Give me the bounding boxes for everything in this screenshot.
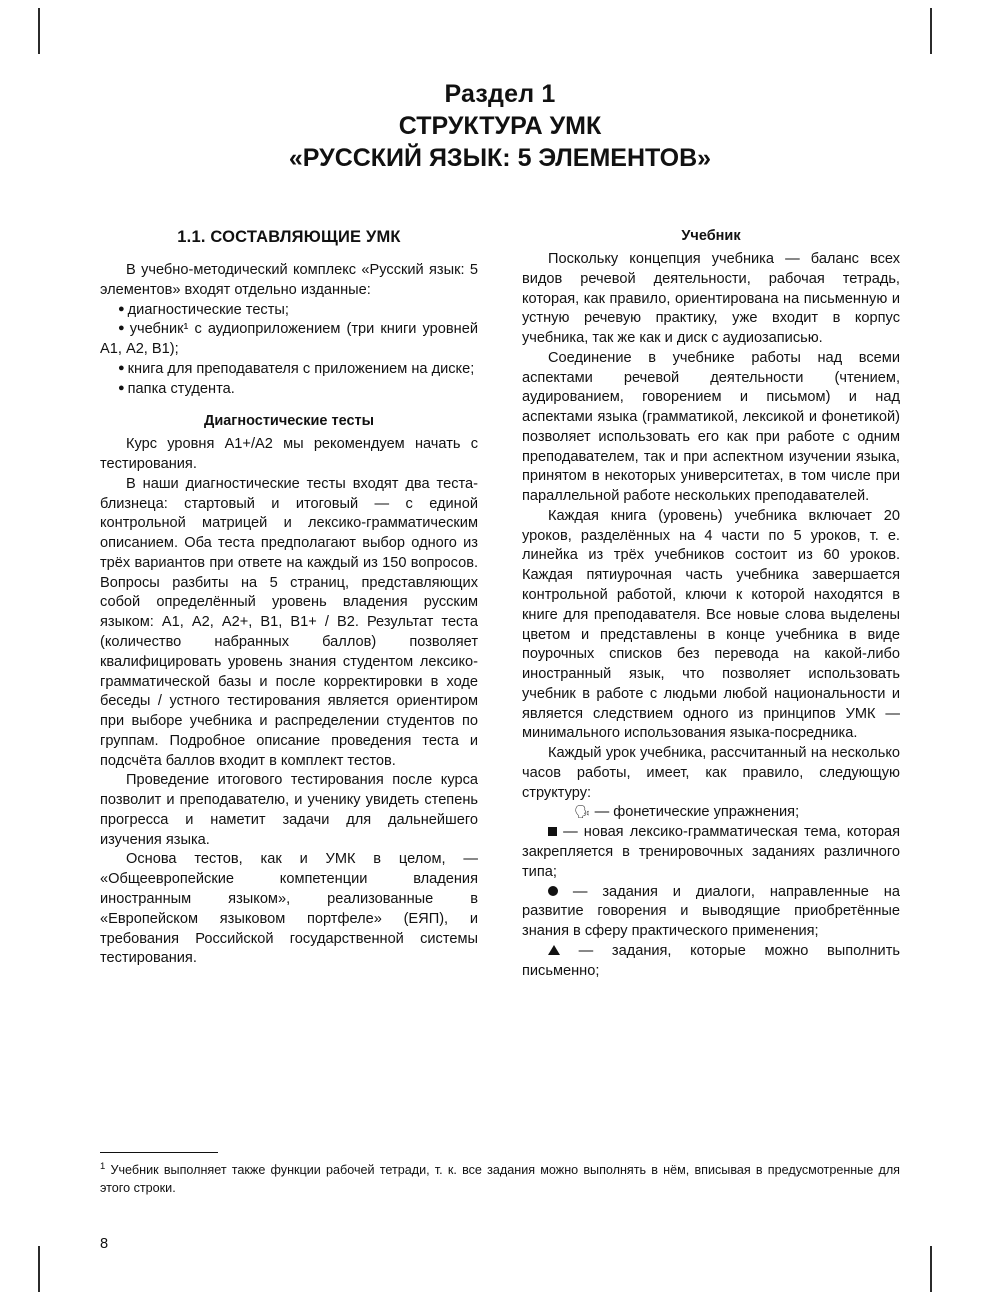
title-line-1: Раздел 1: [444, 80, 556, 108]
paragraph: Каждый урок учебника, рассчитанный на несколько часов работы, имеет, как правило, следующую структуру:: [522, 745, 900, 801]
paragraph: Курс уровня А1+/А2 мы рекомендуем начать с тестирования.: [100, 436, 478, 473]
footnote-text: Учебник выполняет также функции рабочей тетради, т. к. все задания можно выполнять в нём, вписывая в предусмотренные для этого строки.: [100, 1163, 900, 1195]
title-line-3: «РУССКИЙ ЯЗЫК: 5 ЭЛЕМЕНТОВ»: [288, 144, 712, 172]
intro-paragraph: В учебно-методический комплекс «Русский язык: 5 элементов» входят отдельно изданные:: [100, 262, 478, 298]
legend-item-label: — фонетические упражнения;: [594, 804, 800, 821]
list-item: [100, 380, 478, 400]
right-column: [522, 228, 900, 981]
paragraph: Поскольку концепция учебника — баланс всех видов речевой деятельности, рабочая тетрадь, которая, как правило, ориентирована на письменную и устную речевую практику, уже входит в корпус учебника, так же как и диск с аудиозаписью.: [522, 251, 900, 347]
legend-item: [522, 803, 900, 823]
paragraph: Соединение в учебнике работы над всеми аспектами речевой деятельности (чтением, аудированием, говорением и письмом) и над аспектами языка (грамматикой, лексикой и фонетикой) позволяет использовать его как при работе с одним преподавателем, так и при аспектном изучении языка, принятом в некоторых университетах, в том числе при параллельной работе нескольких преподавателей.: [522, 349, 900, 505]
paragraph: Каждая книга (уровень) учебника включает 20 уроков, разделённых на 4 части по 5 уроков, т. е. линейка из трёх учебников состоит из 60 уроков. Каждая пятиурочная часть учебника завершается контрольной работой, ключи к которой находятся в книге для преподавателя. Все новые слова выделены цветом и представлены в конце учебника в виде поурочных списков без перевода на какой-либо иностранный язык, что позволяет использовать учебник в работе с людьми любой национальности и является следствием одного из принципов УМК — минимального использования языка-посредника.: [522, 507, 900, 742]
crop-mark-top-left: [38, 8, 40, 54]
page-number: 8: [100, 1236, 109, 1252]
list-item-label: папка студента.: [127, 380, 235, 397]
footnote-area: [100, 1152, 900, 1197]
phonetic-icon: 🗣: [574, 804, 591, 820]
footnote-marker: 1: [100, 1160, 106, 1172]
square-icon: [548, 827, 557, 836]
legend-item-label: — задания и диалоги, направленные на развитие говорения и выводящие приобретённые знания в сферу практического применения;: [522, 883, 900, 940]
section-heading: 1.1. СОСТАВЛЯЮЩИЕ УМК: [177, 228, 401, 246]
crop-mark-bottom-left: [38, 1246, 40, 1292]
triangle-icon: [548, 945, 560, 955]
bullet-dot-icon: ●: [118, 322, 127, 335]
list-item: [100, 301, 478, 321]
subsection-heading-textbook: Учебник: [681, 228, 741, 244]
paragraph: Основа тестов, как и УМК в целом, — «Общеевропейские компетенции владения иностранным языком», реализованные в «Европейском языковом портфеле» (ЕЯП), и требования Российской государственной системы тестирования.: [100, 851, 478, 967]
footnote-divider: [100, 1152, 218, 1153]
legend-item: [522, 883, 900, 942]
subsection-heading-tests: Диагностические тесты: [204, 413, 374, 430]
bullet-dot-icon: ●: [118, 302, 125, 315]
footnote: [100, 1162, 900, 1197]
legend-item-label: — задания, которые можно выполнить письменно;: [522, 942, 900, 979]
two-column-body: [100, 228, 900, 981]
list-item: [100, 320, 478, 360]
list-item-label: учебник¹ с аудиоприложением (три книги уровней А1, А2, В1);: [100, 321, 478, 358]
page-content: [100, 78, 900, 981]
bullet-dot-icon: ●: [118, 361, 125, 374]
page-title: [100, 78, 900, 174]
bullet-dot-icon: ●: [118, 381, 125, 394]
list-item-label: диагностические тесты;: [127, 301, 289, 318]
left-column: [100, 228, 478, 981]
list-item: [100, 360, 478, 380]
circle-icon: [548, 886, 558, 896]
legend-item-label: — новая лексико-грамматическая тема, которая закрепляется в тренировочных заданиях различного типа;: [522, 824, 900, 880]
list-item-label: книга для преподавателя с приложением на диске;: [127, 360, 475, 377]
crop-mark-bottom-right: [930, 1246, 932, 1292]
legend-item: [522, 823, 900, 882]
title-line-2: СТРУКТУРА УМК: [398, 112, 602, 140]
paragraph: Проведение итогового тестирования после курса позволит и преподавателю, и ученику увидеть степень прогресса и наметит задачи для дальнейшего изучения языка.: [100, 772, 478, 848]
paragraph: В наши диагностические тесты входят два теста-близнеца: стартовый и итоговый — с единой контрольной матрицей и лексико-грамматическим описанием. Оба теста предполагают выбор одного из трёх вариантов при ответе на каждый из 150 вопросов. Вопросы разбиты на 5 страниц, представляющих собой определённый уровень владения русским языком: А1, А2, А2+, В1, В1+ / В2. Результат теста (количество набранных баллов) позволяет квалифицировать уровень знания студентом лексико-грамматической базы и после корректировки в ходе беседы / устного тестирования является ориентиром при выборе учебника и распределении студентов по группам. Подробное описание проведения теста и подсчёта баллов входит в комплект тестов.: [100, 475, 478, 769]
crop-mark-top-right: [930, 8, 932, 54]
legend-item: [522, 942, 900, 982]
